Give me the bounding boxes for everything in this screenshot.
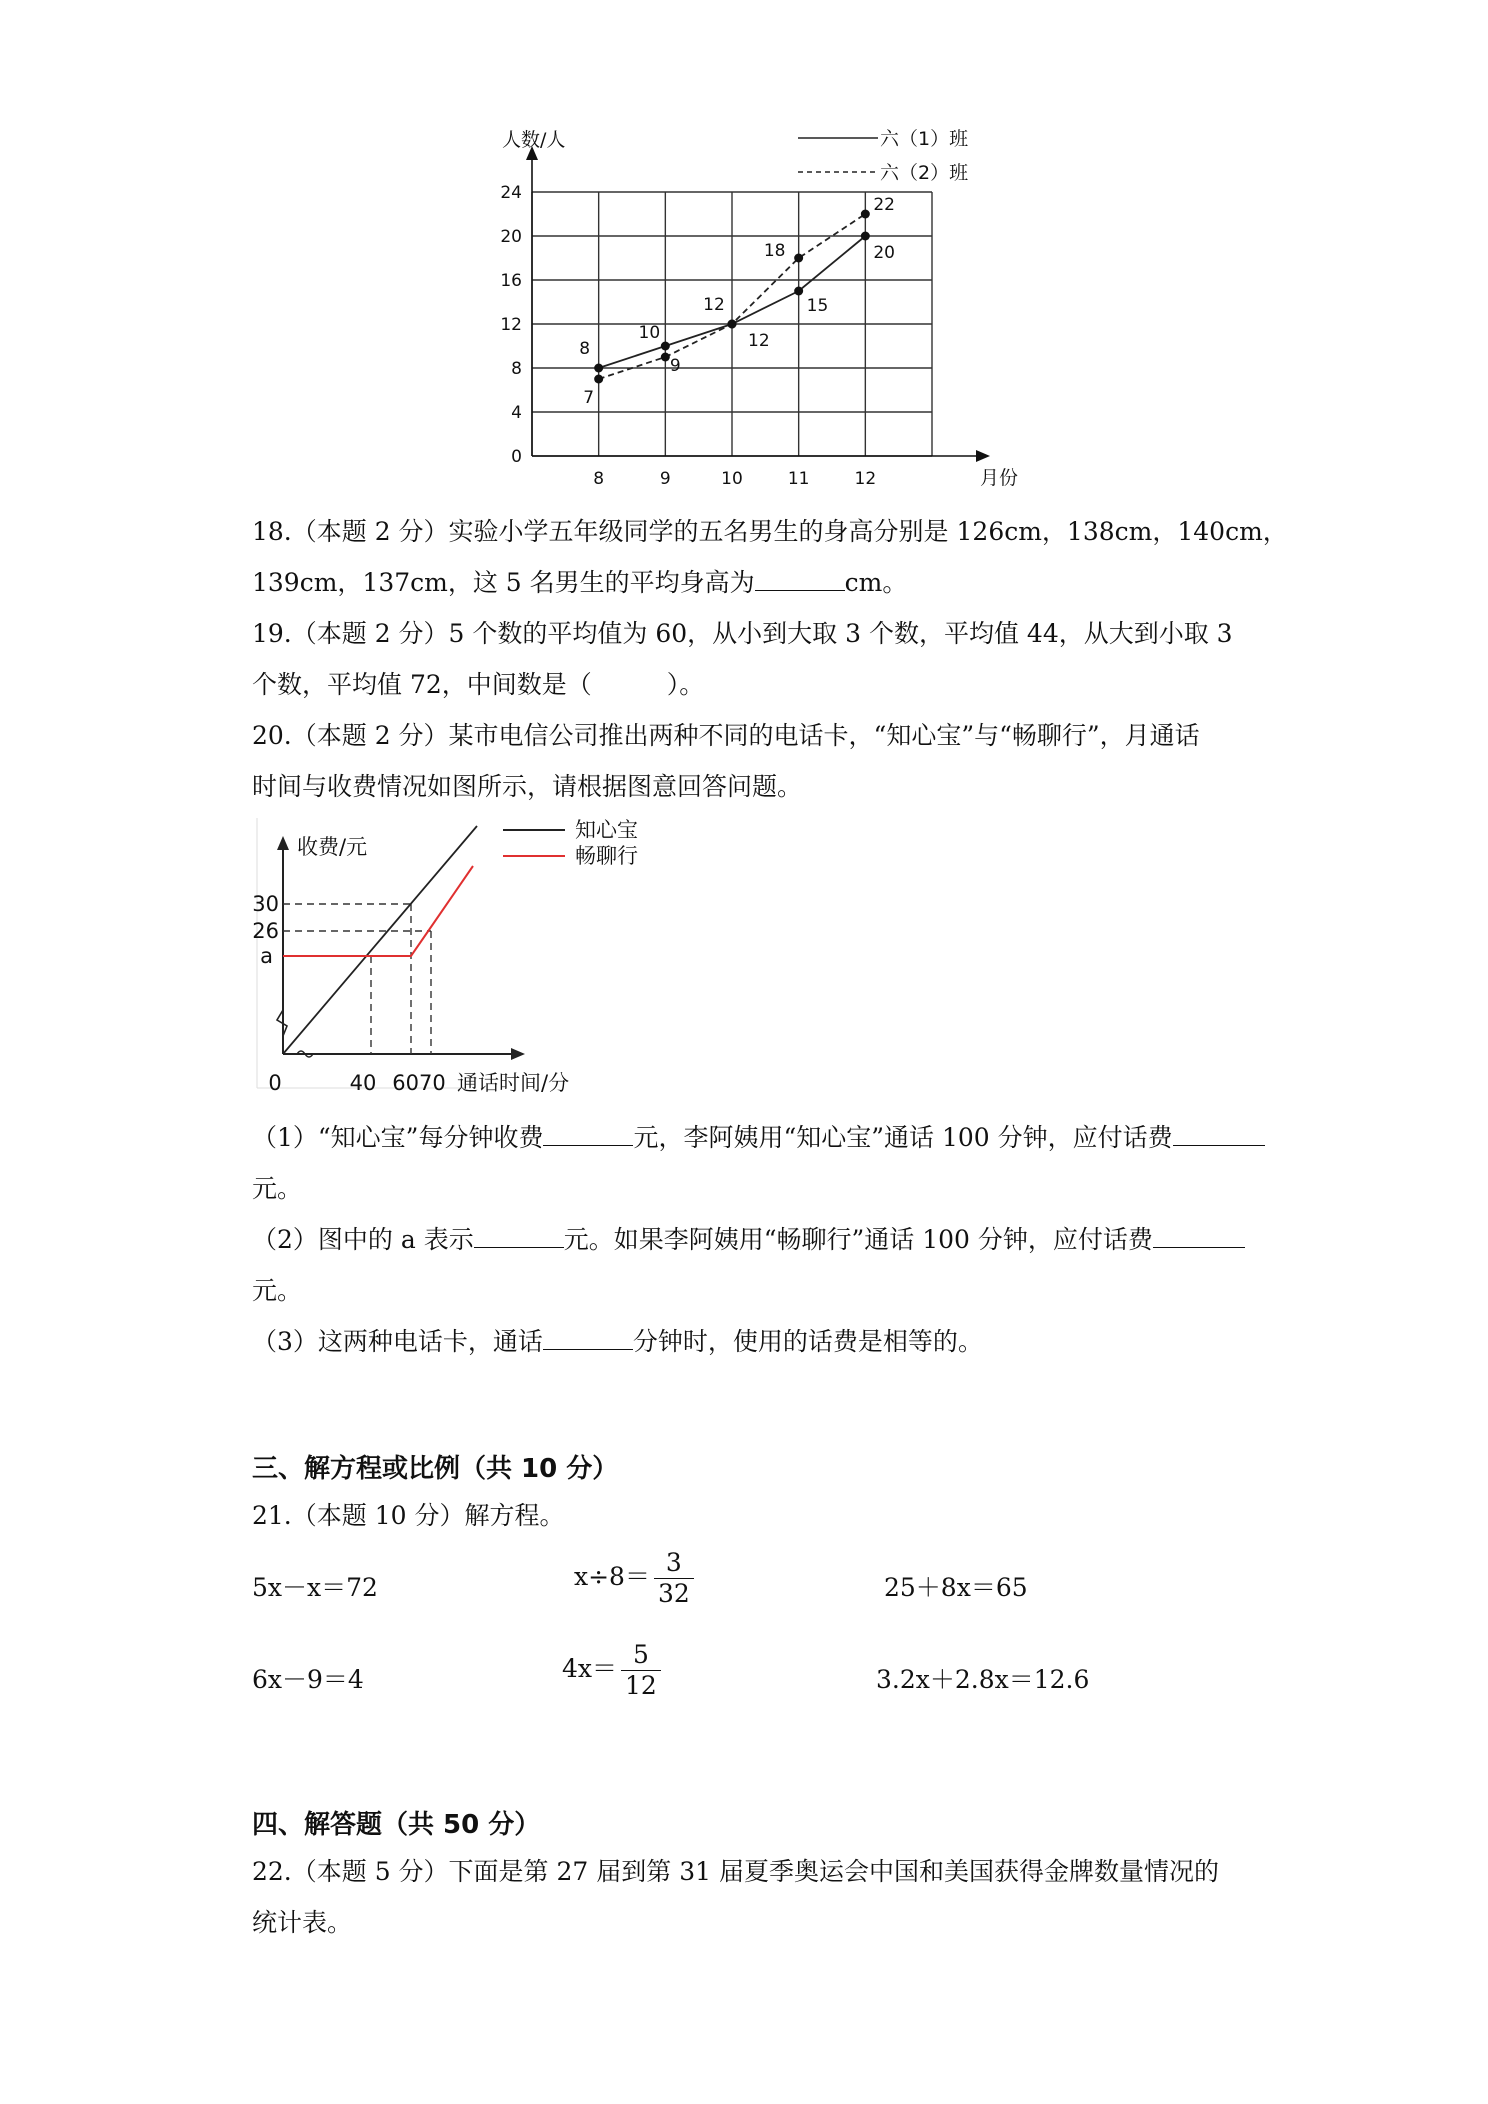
- question-20: [252, 710, 1252, 812]
- q20-sub2: [252, 1214, 1252, 1265]
- chart1-data-label: 10: [638, 323, 661, 343]
- chart2-plot: [252, 818, 638, 1095]
- section-3-title: 三、解方程或比例（共 10 分）: [252, 1454, 619, 1484]
- question-20-subquestions: [252, 1112, 1252, 1367]
- chart2-origin-label: 0: [268, 1071, 282, 1095]
- chart1-data-label: 22: [873, 195, 895, 215]
- class-count-line-chart: [480, 118, 1019, 498]
- equation-6: 3.2x＋2.8x＝12.6: [876, 1665, 1090, 1694]
- q20-sub1-blank-1: [543, 1125, 633, 1146]
- q22-line1: 22.（本题 5 分）下面是第 27 届到第 31 届夏季奥运会中国和美国获得金牌数量情况的: [252, 1857, 1219, 1886]
- chart1-data-point: [594, 364, 603, 373]
- q19-line2: 个数，平均值 72，中间数是（ ）。: [252, 670, 705, 699]
- question-22: [252, 1846, 1252, 1948]
- chart1-data-point: [661, 342, 670, 351]
- q20-sub3-blank: [543, 1329, 633, 1350]
- q20-sub1-text-b: 元，李阿姨用“知心宝”通话 100 分钟，应付话费: [633, 1123, 1173, 1152]
- q20-sub2-blank-1: [474, 1227, 564, 1248]
- chart1-x-tick-label: 9: [659, 469, 671, 489]
- equation-5-left: 4x＝: [562, 1654, 618, 1683]
- equation-4: 6x－9＝4: [252, 1665, 364, 1694]
- chart1-x-tick-label: 12: [854, 469, 877, 489]
- q18-line2-text: 139cm，137cm，这 5 名男生的平均身高为: [252, 568, 755, 597]
- q20-sub3-text-a: （3）这两种电话卡，通话: [252, 1327, 543, 1356]
- q20-sub2-end: 元。: [252, 1276, 303, 1305]
- chart1-data-label: 15: [806, 296, 829, 316]
- chart1-data-point: [728, 320, 737, 329]
- q20-line2: 时间与收费情况如图所示，请根据图意回答问题。: [252, 772, 803, 801]
- q19-line1: 19.（本题 2 分）5 个数的平均值为 60，从小到大取 3 个数，平均值 44，从大到小取 3: [252, 619, 1233, 648]
- equation-1: 5x－x＝72: [252, 1573, 378, 1602]
- q20-sub3-text-b: 分钟时，使用的话费是相等的。: [632, 1327, 983, 1356]
- chart2-x-tick-label: 6070: [392, 1071, 446, 1095]
- q18-line2-unit: cm。: [844, 568, 908, 597]
- equation-2-fraction: [654, 1548, 694, 1609]
- chart1-legend-label: 六（1）班: [880, 128, 969, 150]
- question-18: [252, 506, 1288, 608]
- chart1-y-axis-label: 人数/人: [502, 129, 566, 151]
- q22-line2: 统计表。: [252, 1908, 353, 1937]
- equation-5: [562, 1640, 661, 1701]
- chart2-y-axis-arrow: [277, 836, 289, 850]
- equation-5-denominator: 12: [625, 1671, 657, 1700]
- equation-2-left: x÷8＝: [574, 1562, 650, 1591]
- chart2-legend-label: 畅聊行: [575, 844, 638, 868]
- chart1-legend-label: 六（2）班: [880, 162, 969, 184]
- chart2-legend-label: 知心宝: [575, 818, 638, 842]
- chart2-series-zhixinbao: [283, 826, 477, 1054]
- chart1-data-point: [861, 210, 870, 219]
- chart1-y-tick-label: 12: [500, 315, 522, 335]
- chart1-y-tick-label: 16: [500, 271, 522, 291]
- question-19: [252, 608, 1252, 710]
- q20-sub3: [252, 1316, 1252, 1367]
- chart1-data-label: 12: [703, 295, 725, 315]
- q20-sub2-blank-2: [1153, 1227, 1245, 1248]
- chart2-x-axis-label: 通话时间/分: [457, 1071, 570, 1095]
- q20-sub1-end: 元。: [252, 1174, 303, 1203]
- equation-3: 25＋8x＝65: [884, 1573, 1028, 1602]
- chart1-data-label: 18: [763, 241, 786, 261]
- chart1-data-label: 20: [873, 243, 895, 263]
- chart1-data-label: 8: [579, 339, 591, 359]
- chart1-x-tick-label: 8: [593, 469, 605, 489]
- chart2-y-tick-label: a: [260, 944, 273, 968]
- chart2-x-axis-arrow: [511, 1048, 525, 1060]
- equation-2-denominator: 32: [657, 1579, 690, 1608]
- chart2-y-axis-label: 收费/元: [297, 835, 368, 859]
- chart1-data-point: [594, 375, 603, 384]
- q20-sub1: [252, 1112, 1252, 1163]
- chart1-data-label: 7: [583, 388, 595, 408]
- chart1-x-axis-label: 月份: [980, 467, 1019, 489]
- equation-2: [574, 1548, 694, 1609]
- chart1-data-point: [661, 353, 670, 362]
- chart1-data-label: 9: [669, 356, 681, 376]
- chart2-y-tick-label: 26: [252, 919, 279, 943]
- equation-5-fraction: [621, 1640, 661, 1701]
- chart1-x-tick-label: 11: [787, 469, 810, 489]
- chart1-data-point: [861, 232, 870, 241]
- q20-sub1-text-a: （1）“知心宝”每分钟收费: [252, 1123, 544, 1152]
- q18-answer-blank: [755, 570, 845, 591]
- chart1-x-tick-label: 10: [721, 469, 743, 489]
- question-21: 21.（本题 10 分）解方程。: [252, 1501, 565, 1530]
- equation-2-numerator: 3: [654, 1548, 694, 1579]
- chart1-x-axis-arrow: [976, 450, 990, 462]
- q20-sub2-text-a: （2）图中的 a 表示: [252, 1225, 474, 1254]
- chart1-y-tick-label: 20: [500, 227, 522, 247]
- chart1-y-tick-label: 4: [511, 403, 522, 423]
- q18-line2: [252, 557, 1252, 608]
- chart1-data-point: [794, 287, 803, 296]
- equation-5-numerator: 5: [621, 1640, 661, 1671]
- chart1-plot: [500, 128, 1018, 489]
- q18-line1: 18.（本题 2 分）实验小学五年级同学的五名男生的身高分别是 126cm，138cm，140cm，: [252, 517, 1288, 546]
- q20-sub2-text-b: 元。如果李阿姨用“畅聊行”通话 100 分钟，应付话费: [563, 1225, 1153, 1254]
- chart2-y-tick-label: 30: [252, 892, 279, 916]
- chart1-y-tick-label: 0: [511, 447, 522, 467]
- chart1-y-tick-label: 8: [511, 359, 522, 379]
- chart2-x-tick-label: 40: [349, 1071, 377, 1095]
- section-4-title: 四、解答题（共 50 分）: [252, 1810, 541, 1840]
- q20-sub1-blank-2: [1173, 1125, 1265, 1146]
- chart1-data-point: [794, 254, 803, 263]
- chart1-data-label: 12: [748, 331, 770, 351]
- phone-fee-line-chart: [252, 818, 675, 1108]
- chart1-y-tick-label: 24: [500, 183, 522, 203]
- q20-line1: 20.（本题 2 分）某市电信公司推出两种不同的电话卡，“知心宝”与“畅聊行”，月通话: [252, 721, 1200, 750]
